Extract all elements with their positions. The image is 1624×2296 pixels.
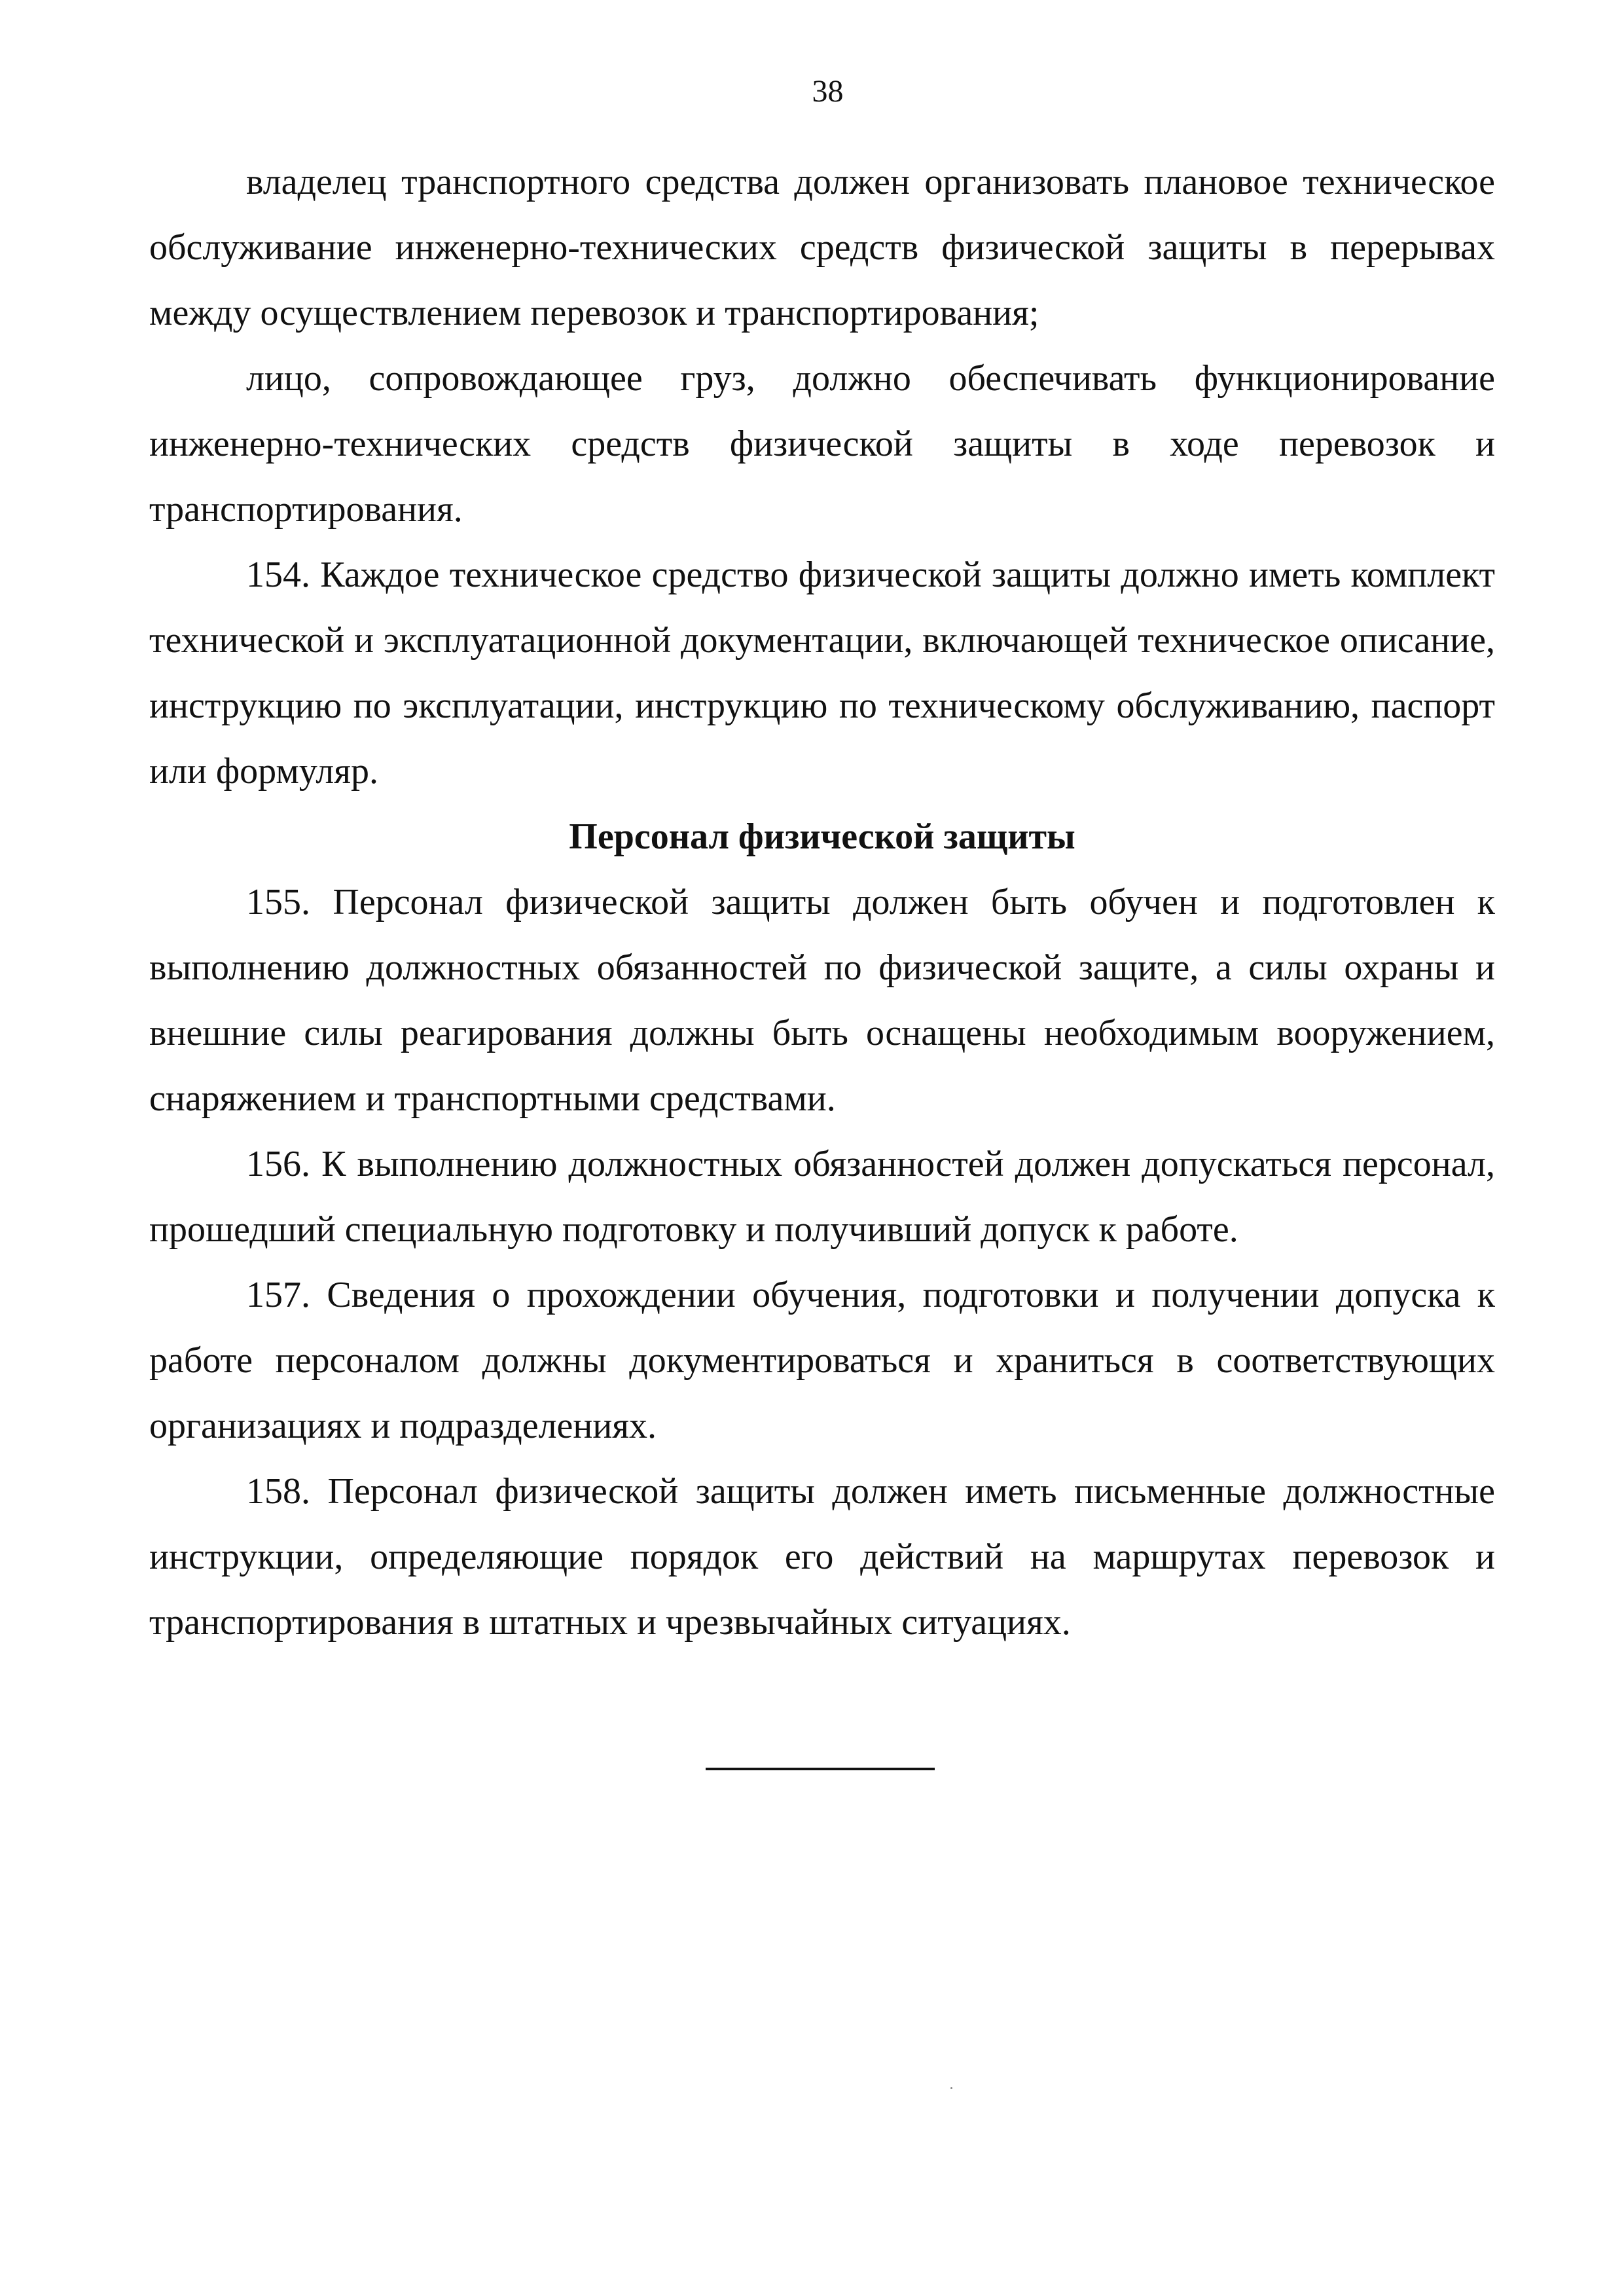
paragraph-vehicle-owner: владелец транспортного средства должен организовать плановое техническое обслуживание инженерно-технических средств физической защиты в перерывах между осуществлением перевозок и транспортирования; [149, 162, 1495, 333]
paragraph-text: Сведения о прохождении обучения, подготовки и получении допуска к работе персоналом должны документироваться и храниться в соответствующих организациях и подразделениях. [149, 1275, 1495, 1446]
scan-speck [950, 2087, 952, 2089]
paragraph-number: 157. [246, 1275, 310, 1315]
paragraph-text: К выполнению должностных обязанностей должен допускаться персонал, прошедший специальную подготовку и получивший допуск к работе. [149, 1144, 1496, 1250]
paragraph-158 [149, 1459, 1495, 1655]
end-of-document-rule [706, 1768, 935, 1770]
paragraph-157 [149, 1262, 1495, 1459]
paragraph-number: 158. [246, 1471, 310, 1512]
paragraph-text: Каждое техническое средство физической защиты должно иметь комплект технической и эксплуатационной документации, включающей техническое описание, инструкцию по эксплуатации, инструкцию по техническому обслуживанию, паспорт или формуляр. [149, 555, 1495, 792]
paragraph-number: 155. [246, 882, 310, 922]
paragraph-text: Персонал физической защиты должен иметь письменные должностные инструкции, определяющие порядок его действий на маршрутах перевозок и транспортирования в штатных и чрезвычайных ситуациях. [149, 1471, 1495, 1643]
paragraph-number: 156. [246, 1144, 310, 1184]
paragraph-154 [149, 542, 1495, 804]
paragraph-156 [149, 1131, 1495, 1262]
paragraph-number: 154. [246, 555, 310, 595]
section-heading: Персонал физической защиты [569, 816, 1075, 857]
page-number: 38 [812, 74, 844, 109]
paragraph-text: Персонал физической защиты должен быть обучен и подготовлен к выполнению должностных обязанностей по физической защите, а силы охраны и внешние силы реагирования должны быть оснащены необходимым вооружением, снаряжением и транспортными средствами. [149, 882, 1496, 1119]
document-body [149, 149, 1495, 1655]
paragraph-155 [149, 869, 1495, 1131]
paragraph-cargo-escort: лицо, сопровождающее груз, должно обеспечивать функционирование инженерно-технических средств физической защиты в ходе перевозок и транспортирования. [149, 358, 1495, 530]
